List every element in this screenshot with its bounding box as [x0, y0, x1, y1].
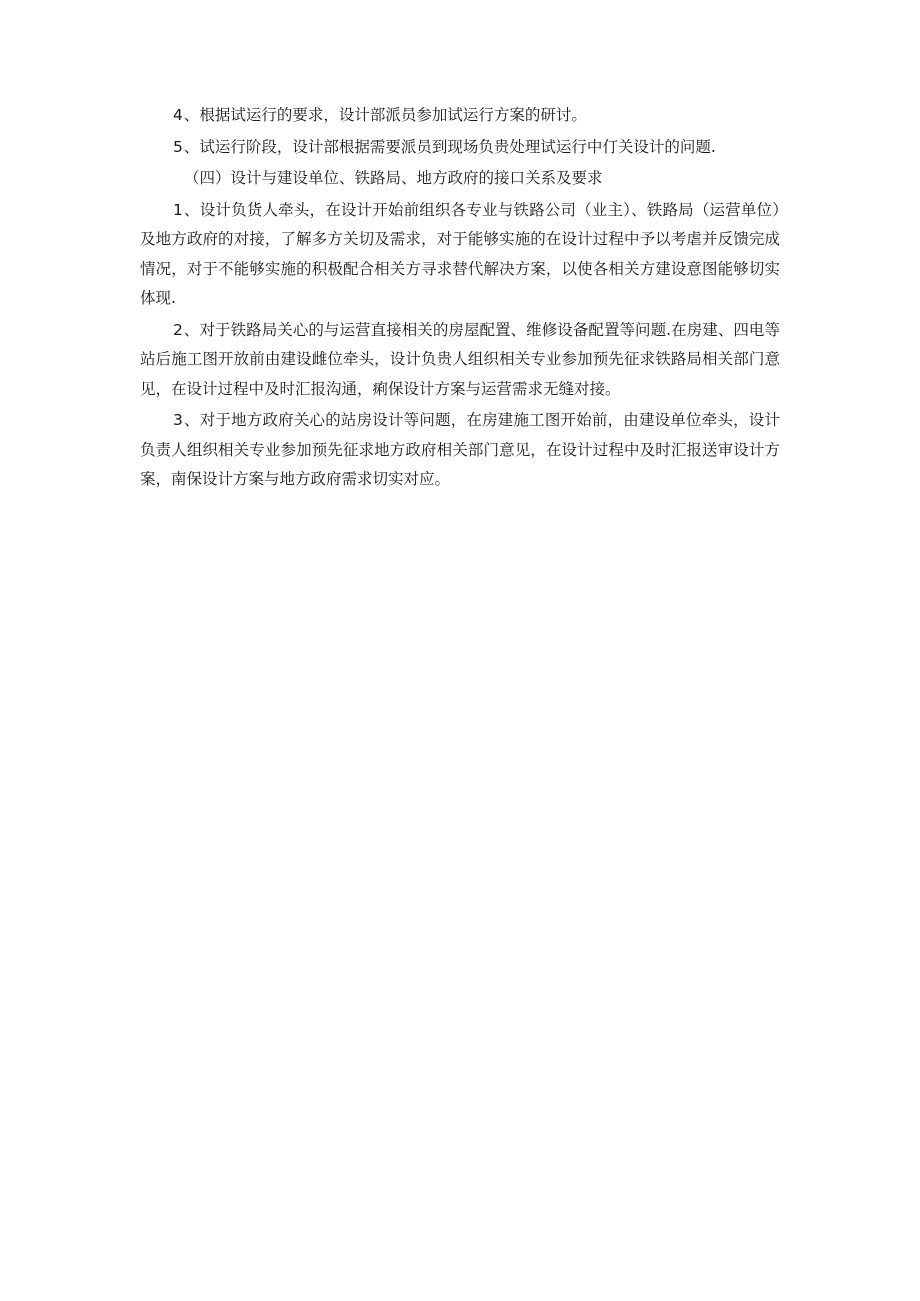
paragraph-2-railway-bureau-concerns	[140, 316, 780, 405]
paragraph-text: 、设计负货人牵头，在设计开始前组织各专业与铁路公司（业主）、铁路局（运营单位）及地方政府的对接，了解多方关切及需求，对于能够实施的在设计过程中予以考虐并反馈完成情况，对于不能够实施的积极配合相关方寻求替代解决方案，以使各相关方建设意图能够切实体现.	[140, 200, 780, 307]
paragraph-number: 1	[173, 200, 183, 219]
section-heading-text: （四）设计与建设单位、铁路局、地方政府的接口关系及要求	[184, 169, 603, 187]
paragraph-1-design-lead-coordination	[140, 196, 780, 314]
paragraph-text: 、根据试运行的要求，设计部派员参加试运行方案的研讨。	[183, 106, 587, 124]
paragraph-text: 、对于地方政府关心的站房设计等问题，在房建施工图开始前，由建设单位牵头，设计负责人组织相关专业参加预先征求地方政府相关部门意见，在设计过程中及时汇报送审设计方案，南保设计方案与地方政府需求切实对应。	[140, 411, 780, 488]
document-body	[140, 101, 780, 497]
section-heading-interface-relations	[140, 164, 780, 194]
paragraph-4-trial-run-requirements	[140, 101, 780, 131]
paragraph-number: 5	[173, 137, 183, 156]
paragraph-text: 、试运行阶段，设计部根据需要派员到现场负贵处理试运行中仃关设计的问题.	[183, 137, 716, 156]
paragraph-number: 2	[173, 320, 183, 339]
paragraph-5-trial-run-stage	[140, 133, 780, 163]
paragraph-number: 4	[173, 106, 183, 124]
paragraph-number: 3	[173, 411, 183, 429]
paragraph-3-local-government-concerns	[140, 406, 780, 495]
paragraph-text: 、对于铁路局关心的与运营直接相关的房屋配置、维修设备配置等问题.在房建、四电等站后施工图开放前由建设雌位牵头，设计负贵人组织相关专业参加预先征求铁路局相关部门意见，在设计过程中及时汇报沟通，痢保设计方案与运营需求无缝对接。	[140, 320, 780, 398]
